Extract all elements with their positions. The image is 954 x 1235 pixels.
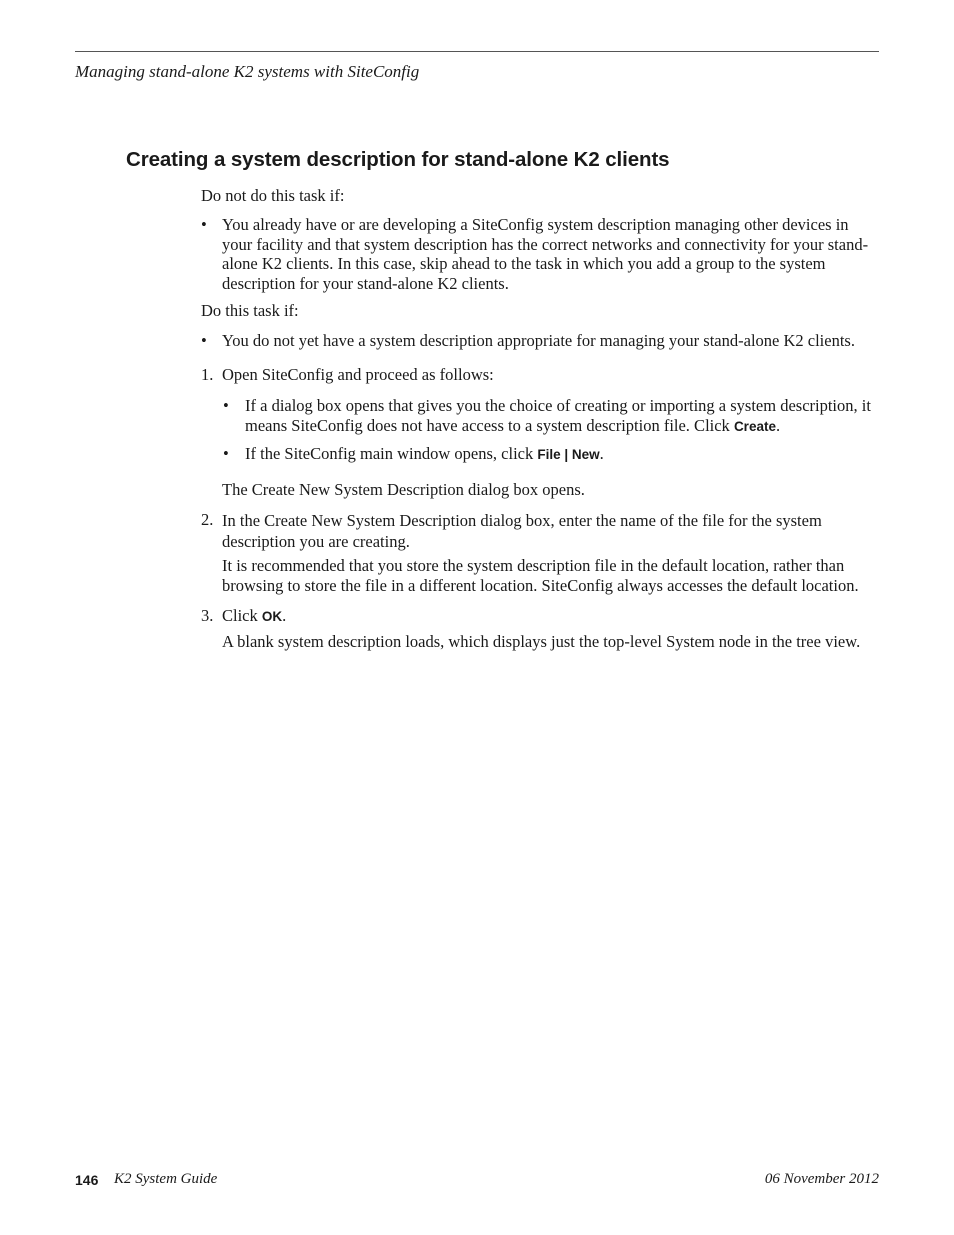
do-not-bullet-text: You already have or are developing a SiteConfig system description managing other devices in your facility and that system description has the correct networks and connectivity for your stand-alone K2 clients. In this case, skip ahead to the task in which you add a group to the system description for your stand-alone K2 clients. (222, 215, 869, 293)
step-3-result: A blank system description loads, which displays just the top-level System node in the tree view. (222, 632, 861, 651)
sub-bullet-marker: • (223, 396, 229, 415)
step-2-text: In the Create New System Description dialog box, enter the name of the file for the system description you are creating. (222, 511, 822, 551)
do-intro: Do this task if: (201, 301, 299, 320)
page-number: 146 (75, 1172, 99, 1188)
ok-ui-label: OK (261, 609, 283, 624)
bullet-marker: • (201, 331, 207, 350)
step-1-sub-1: If a dialog box opens that gives you the choice of creating or importing a system description, it means SiteConfig does not have access to a system description file. Click Create. (245, 396, 871, 435)
do-not-intro: Do not do this task if: (201, 186, 345, 205)
step-2-note: It is recommended that you store the system description file in the default location, rather than browsing to store the file in a different location. SiteConfig always accesses the default location. (222, 556, 859, 595)
footer-doc-title: K2 System Guide (114, 1171, 218, 1187)
step-number: 3. (201, 606, 214, 625)
file-new-ui-label: File | New (537, 447, 600, 462)
create-ui-label: Create (733, 418, 776, 434)
step-1-result: The Create New System Description dialog box opens. (222, 480, 585, 499)
step-1-text: Open SiteConfig and proceed as follows: (222, 365, 494, 384)
do-bullet-text: You do not yet have a system description appropriate for managing your stand-alone K2 clients. (222, 331, 855, 350)
step-1-sub-2: If the SiteConfig main window opens, click File | New. (245, 444, 604, 463)
bullet-marker: • (201, 215, 207, 234)
section-title: Creating a system description for stand-alone K2 clients (126, 148, 670, 171)
step-number: 2. (201, 510, 214, 529)
step-3-text: Click OK. (222, 606, 287, 625)
running-header: Managing stand-alone K2 systems with SiteConfig (75, 62, 420, 81)
header-rule (75, 51, 879, 52)
sub-bullet-marker: • (223, 444, 229, 463)
footer-date: 06 November 2012 (764, 1171, 879, 1187)
step-number: 1. (201, 365, 214, 384)
